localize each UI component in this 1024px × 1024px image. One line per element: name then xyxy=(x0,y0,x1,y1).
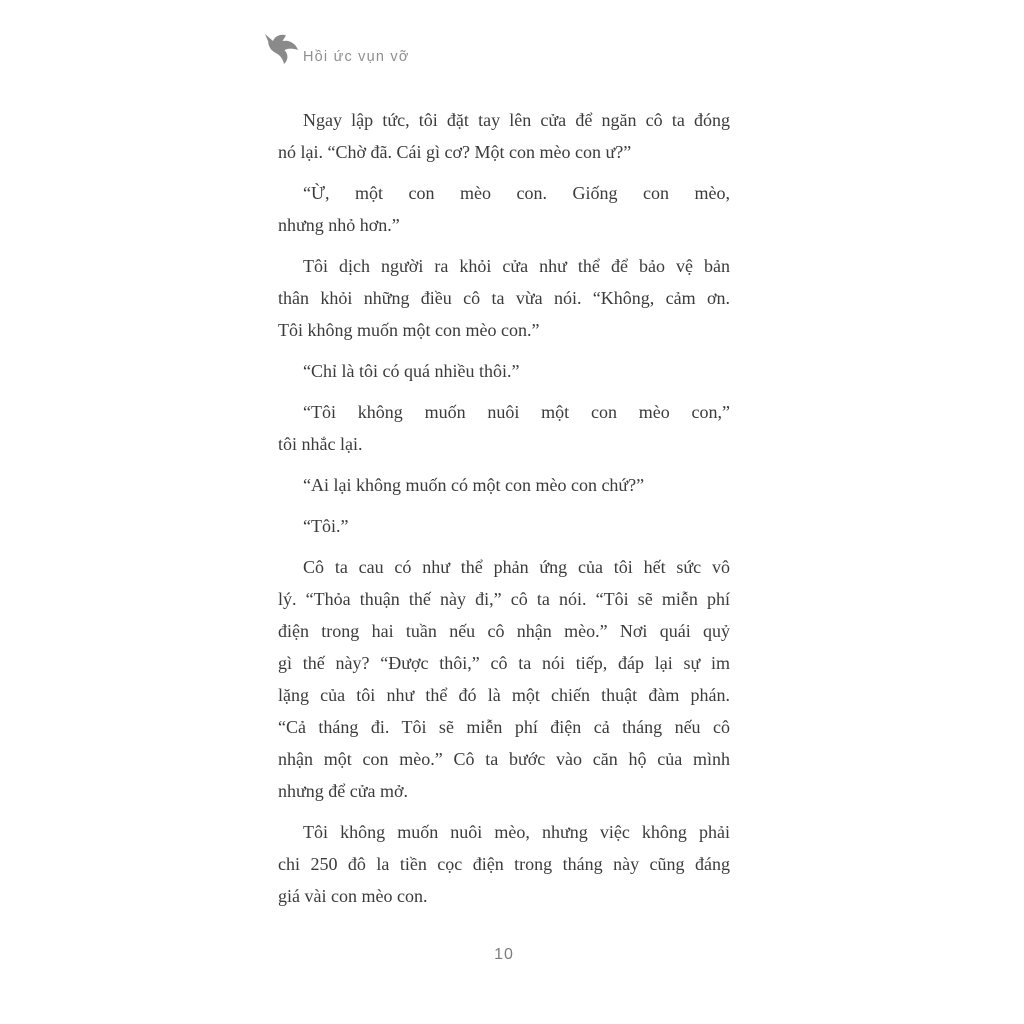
text-line: chi 250 đô la tiền cọc điện trong tháng này cũng đáng xyxy=(278,854,730,874)
text-line: nhưng để cửa mở. xyxy=(278,781,408,801)
text-line: Tôi dịch người ra khỏi cửa như thể để bảo vệ bản xyxy=(303,256,730,276)
text-line: nó lại. “Chờ đã. Cái gì cơ? Một con mèo con ư?” xyxy=(278,142,632,162)
text-line: lặng của tôi như thể đó là một chiến thuật đàm phán. xyxy=(278,685,730,705)
text-line: giá vài con mèo con. xyxy=(278,886,428,906)
text-line: “Tôi.” xyxy=(303,516,349,536)
text-line: Cô ta cau có như thể phản ứng của tôi hết sức vô xyxy=(303,557,730,577)
bird-icon xyxy=(262,32,300,66)
paragraph xyxy=(278,510,730,542)
paragraph xyxy=(278,469,730,501)
page-text xyxy=(278,104,730,921)
text-line: “Ai lại không muốn có một con mèo con chứ?” xyxy=(303,475,645,495)
paragraph xyxy=(278,250,730,346)
paragraph xyxy=(278,355,730,387)
text-line: “Cả tháng đi. Tôi sẽ miễn phí điện cả tháng nếu cô xyxy=(278,717,730,737)
text-line: Tôi không muốn một con mèo con.” xyxy=(278,320,540,340)
paragraph xyxy=(278,104,730,168)
page-footer xyxy=(278,946,730,964)
text-line: tôi nhắc lại. xyxy=(278,434,363,454)
text-line: lý. “Thỏa thuận thế này đi,” cô ta nói. “Tôi sẽ miễn phí xyxy=(278,589,730,609)
page-number: 10 xyxy=(494,946,514,963)
running-head-title: Hồi ức vụn vỡ xyxy=(303,49,410,65)
text-line: “Chỉ là tôi có quá nhiều thôi.” xyxy=(303,361,520,381)
paragraph xyxy=(278,177,730,241)
text-line: “Tôi không muốn nuôi một con mèo con,” xyxy=(303,402,730,422)
page-header xyxy=(262,32,410,66)
text-line: điện trong hai tuần nếu cô nhận mèo.” Nơi quái quỷ xyxy=(278,621,730,641)
text-line: “Ừ, một con mèo con. Giống con mèo, xyxy=(303,183,730,203)
text-line: thân khỏi những điều cô ta vừa nói. “Không, cảm ơn. xyxy=(278,288,730,308)
text-line: gì thế này? “Được thôi,” cô ta nói tiếp, đáp lại sự im xyxy=(278,653,730,673)
text-line: nhận một con mèo.” Cô ta bước vào căn hộ của mình xyxy=(278,749,730,769)
text-line: Ngay lập tức, tôi đặt tay lên cửa để ngăn cô ta đóng xyxy=(303,110,730,130)
text-line: Tôi không muốn nuôi mèo, nhưng việc không phải xyxy=(303,822,730,842)
paragraph xyxy=(278,551,730,807)
paragraph xyxy=(278,816,730,912)
text-line: nhưng nhỏ hơn.” xyxy=(278,215,400,235)
paragraph xyxy=(278,396,730,460)
